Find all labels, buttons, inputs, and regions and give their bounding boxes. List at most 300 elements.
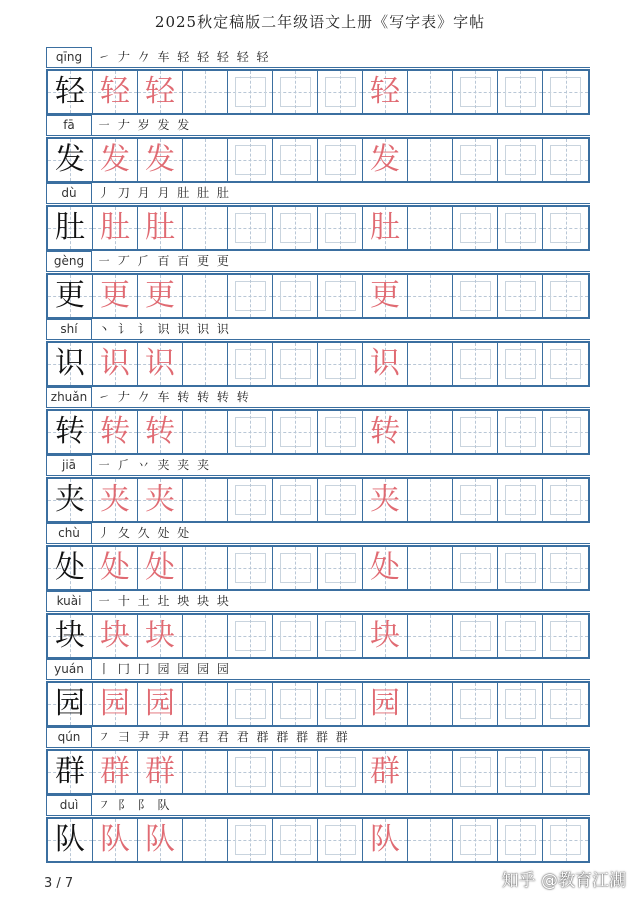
trace-cell	[138, 819, 183, 861]
model-character: 转	[55, 414, 85, 449]
trace-cell	[138, 207, 183, 249]
pinyin-label: qīng	[46, 47, 92, 68]
practice-cell[interactable]	[228, 683, 273, 725]
trace-character: 肚	[370, 210, 400, 245]
practice-cell[interactable]	[183, 479, 228, 521]
practice-cell[interactable]	[183, 207, 228, 249]
trace-cell	[363, 751, 408, 793]
pinyin-row	[46, 47, 590, 68]
practice-cell[interactable]	[543, 615, 588, 657]
practice-cell[interactable]	[543, 479, 588, 521]
practice-grid-row	[46, 817, 590, 863]
model-character: 块	[55, 618, 85, 653]
character-entry	[46, 183, 590, 251]
trace-cell	[138, 615, 183, 657]
trace-cell	[363, 343, 408, 385]
trace-cell	[363, 819, 408, 861]
character-entry	[46, 727, 590, 795]
model-character: 发	[55, 142, 85, 177]
inner-guide-box	[460, 281, 491, 311]
model-cell	[48, 343, 93, 385]
pinyin-row	[46, 591, 590, 612]
inner-guide-box	[280, 349, 311, 379]
inner-guide-box	[550, 689, 581, 719]
practice-cell[interactable]	[273, 71, 318, 113]
trace-cell	[93, 71, 138, 113]
practice-cell[interactable]	[408, 139, 453, 181]
practice-cell[interactable]	[183, 683, 228, 725]
trace-character: 识	[100, 346, 130, 381]
trace-character: 园	[100, 686, 130, 721]
pinyin-baseline	[92, 543, 590, 544]
practice-cell[interactable]	[318, 71, 363, 113]
practice-grid-row	[46, 69, 590, 115]
stroke-order: ㇐ 𠂇 岁 发 发	[98, 118, 192, 132]
practice-cell[interactable]	[543, 819, 588, 861]
pinyin-baseline	[92, 815, 590, 816]
practice-cell[interactable]	[543, 139, 588, 181]
trace-cell	[363, 139, 408, 181]
practice-cell[interactable]	[453, 615, 498, 657]
trace-cell	[93, 547, 138, 589]
practice-cell[interactable]	[228, 207, 273, 249]
inner-guide-box	[505, 757, 536, 787]
pinyin-row	[46, 251, 590, 272]
practice-cell[interactable]	[453, 547, 498, 589]
model-cell	[48, 751, 93, 793]
trace-cell	[93, 343, 138, 385]
inner-guide-box	[280, 77, 311, 107]
trace-character: 群	[145, 754, 175, 789]
practice-cell[interactable]	[228, 479, 273, 521]
pinyin-baseline	[92, 679, 590, 680]
practice-cell[interactable]	[318, 615, 363, 657]
model-cell	[48, 683, 93, 725]
trace-character: 肚	[145, 210, 175, 245]
inner-guide-box	[550, 417, 581, 447]
inner-guide-box	[550, 213, 581, 243]
practice-cell[interactable]	[498, 615, 543, 657]
trace-cell	[138, 683, 183, 725]
practice-grid-row	[46, 409, 590, 455]
trace-cell	[93, 275, 138, 317]
inner-guide-box	[460, 349, 491, 379]
inner-guide-box	[280, 417, 311, 447]
trace-character: 群	[370, 754, 400, 789]
pinyin-label: gèng	[46, 251, 92, 272]
page-number: 3 / 7	[44, 876, 74, 891]
practice-cell[interactable]	[183, 819, 228, 861]
practice-cell[interactable]	[318, 751, 363, 793]
practice-cell[interactable]	[543, 275, 588, 317]
practice-cell[interactable]	[543, 751, 588, 793]
practice-cell[interactable]	[453, 275, 498, 317]
practice-grid-row	[46, 205, 590, 251]
inner-guide-box	[235, 689, 266, 719]
practice-cell[interactable]	[453, 411, 498, 453]
inner-guide-box	[235, 145, 266, 175]
trace-cell	[363, 207, 408, 249]
practice-cell[interactable]	[453, 819, 498, 861]
inner-guide-box	[325, 825, 356, 855]
practice-cell[interactable]	[408, 615, 453, 657]
model-cell	[48, 411, 93, 453]
inner-guide-box	[280, 621, 311, 651]
trace-cell	[138, 547, 183, 589]
inner-guide-box	[235, 417, 266, 447]
inner-guide-box	[505, 145, 536, 175]
practice-cell[interactable]	[183, 343, 228, 385]
practice-cell[interactable]	[273, 275, 318, 317]
inner-guide-box	[460, 77, 491, 107]
practice-cell[interactable]	[228, 343, 273, 385]
inner-guide-box	[280, 281, 311, 311]
model-cell	[48, 547, 93, 589]
practice-cell[interactable]	[498, 819, 543, 861]
practice-cell[interactable]	[273, 139, 318, 181]
practice-cell[interactable]	[318, 683, 363, 725]
practice-grid-row	[46, 273, 590, 319]
model-character: 轻	[55, 74, 85, 109]
practice-cell[interactable]	[318, 207, 363, 249]
inner-guide-box	[325, 553, 356, 583]
stroke-order: 丿 夂 久 处 处	[98, 526, 192, 540]
inner-guide-box	[280, 825, 311, 855]
pinyin-row	[46, 659, 590, 680]
practice-cell[interactable]	[273, 207, 318, 249]
stroke-order: ㇐ 丆 ⺁ 百 百 更 更	[98, 254, 231, 268]
inner-guide-box	[325, 485, 356, 515]
pinyin-baseline	[92, 339, 590, 340]
practice-grid-row	[46, 545, 590, 591]
stroke-order: ㇇ 阝 阝 队	[98, 798, 172, 812]
trace-cell	[93, 411, 138, 453]
inner-guide-box	[280, 213, 311, 243]
inner-guide-box	[550, 757, 581, 787]
trace-cell	[363, 547, 408, 589]
trace-character: 处	[145, 550, 175, 585]
practice-cell[interactable]	[318, 819, 363, 861]
practice-cell[interactable]	[408, 207, 453, 249]
inner-guide-box	[325, 281, 356, 311]
stroke-order: ㇀ 𠂇 𠂊 车 转 转 转 转	[98, 390, 251, 404]
practice-cell[interactable]	[498, 547, 543, 589]
model-cell	[48, 819, 93, 861]
practice-cell[interactable]	[273, 615, 318, 657]
trace-character: 块	[145, 618, 175, 653]
inner-guide-box	[550, 553, 581, 583]
practice-cell[interactable]	[273, 751, 318, 793]
trace-cell	[93, 207, 138, 249]
practice-grid-row	[46, 137, 590, 183]
inner-guide-box	[325, 689, 356, 719]
pinyin-row	[46, 727, 590, 748]
practice-cell[interactable]	[273, 683, 318, 725]
inner-guide-box	[505, 621, 536, 651]
inner-guide-box	[460, 145, 491, 175]
character-entry	[46, 387, 590, 455]
inner-guide-box	[505, 417, 536, 447]
trace-character: 夹	[100, 482, 130, 517]
pinyin-row	[46, 183, 590, 204]
inner-guide-box	[235, 757, 266, 787]
trace-character: 更	[370, 278, 400, 313]
trace-cell	[363, 615, 408, 657]
stroke-order: ㇀ 𠂇 𠂊 车 轻 轻 轻 轻 轻	[98, 50, 271, 64]
model-character: 队	[55, 822, 85, 857]
inner-guide-box	[460, 757, 491, 787]
pinyin-label: jiā	[46, 455, 92, 476]
pinyin-baseline	[92, 407, 590, 408]
practice-cell[interactable]	[543, 207, 588, 249]
practice-cell[interactable]	[318, 479, 363, 521]
practice-cell[interactable]	[408, 751, 453, 793]
inner-guide-box	[460, 689, 491, 719]
practice-cell[interactable]	[408, 479, 453, 521]
practice-cell[interactable]	[543, 683, 588, 725]
inner-guide-box	[505, 349, 536, 379]
inner-guide-box	[280, 485, 311, 515]
practice-cell[interactable]	[408, 71, 453, 113]
inner-guide-box	[235, 621, 266, 651]
pinyin-label: shí	[46, 319, 92, 340]
trace-character: 轻	[100, 74, 130, 109]
practice-cell[interactable]	[273, 479, 318, 521]
trace-character: 发	[145, 142, 175, 177]
inner-guide-box	[235, 77, 266, 107]
practice-cell[interactable]	[183, 139, 228, 181]
practice-cell[interactable]	[273, 411, 318, 453]
practice-cell[interactable]	[408, 819, 453, 861]
model-cell	[48, 139, 93, 181]
inner-guide-box	[325, 757, 356, 787]
inner-guide-box	[505, 77, 536, 107]
trace-cell	[93, 683, 138, 725]
practice-cell[interactable]	[408, 683, 453, 725]
practice-cell[interactable]	[228, 71, 273, 113]
pinyin-label: kuài	[46, 591, 92, 612]
practice-cell[interactable]	[543, 343, 588, 385]
trace-cell	[363, 479, 408, 521]
inner-guide-box	[280, 145, 311, 175]
inner-guide-box	[550, 349, 581, 379]
inner-guide-box	[505, 689, 536, 719]
practice-cell[interactable]	[228, 411, 273, 453]
practice-cell[interactable]	[453, 343, 498, 385]
inner-guide-box	[550, 621, 581, 651]
practice-cell[interactable]	[183, 71, 228, 113]
pinyin-row	[46, 795, 590, 816]
inner-guide-box	[505, 213, 536, 243]
practice-grid-row	[46, 341, 590, 387]
trace-character: 园	[370, 686, 400, 721]
practice-cell[interactable]	[453, 683, 498, 725]
character-entry	[46, 523, 590, 591]
trace-cell	[138, 479, 183, 521]
trace-cell	[363, 683, 408, 725]
trace-cell	[138, 343, 183, 385]
practice-cell[interactable]	[228, 275, 273, 317]
practice-cell[interactable]	[273, 343, 318, 385]
model-character: 更	[55, 278, 85, 313]
practice-cell[interactable]	[543, 411, 588, 453]
stroke-order: 丿 刀 月 月 肚 肚 肚	[98, 186, 231, 200]
practice-cell[interactable]	[183, 411, 228, 453]
inner-guide-box	[460, 417, 491, 447]
practice-cell[interactable]	[273, 547, 318, 589]
inner-guide-box	[325, 213, 356, 243]
practice-cell[interactable]	[498, 411, 543, 453]
inner-guide-box	[235, 281, 266, 311]
inner-guide-box	[505, 553, 536, 583]
inner-guide-box	[550, 825, 581, 855]
character-entry	[46, 47, 590, 115]
practice-cell[interactable]	[273, 819, 318, 861]
pinyin-baseline	[92, 67, 590, 68]
practice-cell[interactable]	[408, 275, 453, 317]
inner-guide-box	[505, 485, 536, 515]
practice-grid-row	[46, 477, 590, 523]
practice-cell[interactable]	[453, 207, 498, 249]
character-entry	[46, 115, 590, 183]
practice-cell[interactable]	[498, 479, 543, 521]
trace-character: 处	[100, 550, 130, 585]
trace-cell	[363, 275, 408, 317]
practice-cell[interactable]	[228, 819, 273, 861]
watermark: 知乎 @教育江湖	[501, 871, 626, 891]
trace-character: 转	[370, 414, 400, 449]
practice-cell[interactable]	[183, 275, 228, 317]
pinyin-baseline	[92, 475, 590, 476]
trace-character: 发	[100, 142, 130, 177]
trace-cell	[138, 411, 183, 453]
model-cell	[48, 275, 93, 317]
trace-cell	[138, 139, 183, 181]
inner-guide-box	[550, 281, 581, 311]
practice-grid-row	[46, 749, 590, 795]
inner-guide-box	[280, 689, 311, 719]
trace-character: 队	[145, 822, 175, 857]
trace-character: 群	[100, 754, 130, 789]
trace-cell	[138, 751, 183, 793]
trace-cell	[93, 479, 138, 521]
pinyin-label: yuán	[46, 659, 92, 680]
pinyin-label: qún	[46, 727, 92, 748]
trace-cell	[93, 751, 138, 793]
practice-cell[interactable]	[183, 751, 228, 793]
pinyin-label: duì	[46, 795, 92, 816]
practice-cell[interactable]	[498, 275, 543, 317]
practice-grid-row	[46, 613, 590, 659]
practice-cell[interactable]	[453, 479, 498, 521]
trace-cell	[138, 275, 183, 317]
model-character: 肚	[55, 210, 85, 245]
inner-guide-box	[460, 553, 491, 583]
pinyin-row	[46, 455, 590, 476]
trace-character: 队	[370, 822, 400, 857]
practice-cell[interactable]	[543, 547, 588, 589]
character-entry	[46, 795, 590, 863]
trace-character: 更	[100, 278, 130, 313]
trace-character: 夹	[145, 482, 175, 517]
character-entry	[46, 591, 590, 659]
trace-character: 识	[370, 346, 400, 381]
trace-cell	[363, 411, 408, 453]
pinyin-row	[46, 319, 590, 340]
practice-cell[interactable]	[318, 139, 363, 181]
inner-guide-box	[460, 485, 491, 515]
practice-cell[interactable]	[543, 71, 588, 113]
practice-cell[interactable]	[408, 343, 453, 385]
trace-cell	[93, 615, 138, 657]
inner-guide-box	[235, 213, 266, 243]
practice-cell[interactable]	[498, 71, 543, 113]
practice-cell[interactable]	[498, 751, 543, 793]
practice-cell[interactable]	[498, 683, 543, 725]
inner-guide-box	[235, 485, 266, 515]
pinyin-baseline	[92, 611, 590, 612]
inner-guide-box	[505, 281, 536, 311]
practice-cell[interactable]	[228, 615, 273, 657]
practice-cell[interactable]	[228, 547, 273, 589]
pinyin-row	[46, 387, 590, 408]
practice-cell[interactable]	[408, 547, 453, 589]
trace-cell	[93, 819, 138, 861]
practice-cell[interactable]	[318, 343, 363, 385]
stroke-order: ㇇ ⺕ 尹 尹 君 君 君 君 群 群 群 群 群	[98, 730, 350, 744]
practice-cell[interactable]	[183, 547, 228, 589]
inner-guide-box	[325, 145, 356, 175]
stroke-order: 丨 冂 冂 园 园 园 园	[98, 662, 231, 676]
trace-cell	[138, 71, 183, 113]
trace-character: 队	[100, 822, 130, 857]
practice-cell[interactable]	[228, 139, 273, 181]
practice-cell[interactable]	[408, 411, 453, 453]
model-cell	[48, 71, 93, 113]
practice-cell[interactable]	[498, 139, 543, 181]
trace-character: 转	[145, 414, 175, 449]
pinyin-baseline	[92, 271, 590, 272]
inner-guide-box	[460, 213, 491, 243]
practice-cell[interactable]	[453, 139, 498, 181]
practice-cell[interactable]	[453, 71, 498, 113]
inner-guide-box	[280, 553, 311, 583]
trace-character: 园	[145, 686, 175, 721]
model-character: 园	[55, 686, 85, 721]
inner-guide-box	[550, 485, 581, 515]
practice-cell[interactable]	[228, 751, 273, 793]
pinyin-baseline	[92, 747, 590, 748]
practice-cell[interactable]	[498, 207, 543, 249]
inner-guide-box	[505, 825, 536, 855]
practice-cell[interactable]	[318, 411, 363, 453]
trace-character: 肚	[100, 210, 130, 245]
stroke-order: ㇐ ⺁ 丷 夹 夹 夹	[98, 458, 212, 472]
pinyin-label: fā	[46, 115, 92, 136]
practice-cell[interactable]	[318, 547, 363, 589]
inner-guide-box	[235, 553, 266, 583]
practice-cell[interactable]	[498, 343, 543, 385]
practice-cell[interactable]	[318, 275, 363, 317]
stroke-order: 丶 讠 讠 识 识 识 识	[98, 322, 231, 336]
practice-cell[interactable]	[183, 615, 228, 657]
model-character: 识	[55, 346, 85, 381]
practice-cell[interactable]	[453, 751, 498, 793]
trace-character: 发	[370, 142, 400, 177]
stroke-order: ㇐ 十 土 圵 坱 块 块	[98, 594, 231, 608]
character-entry	[46, 251, 590, 319]
trace-cell	[93, 139, 138, 181]
